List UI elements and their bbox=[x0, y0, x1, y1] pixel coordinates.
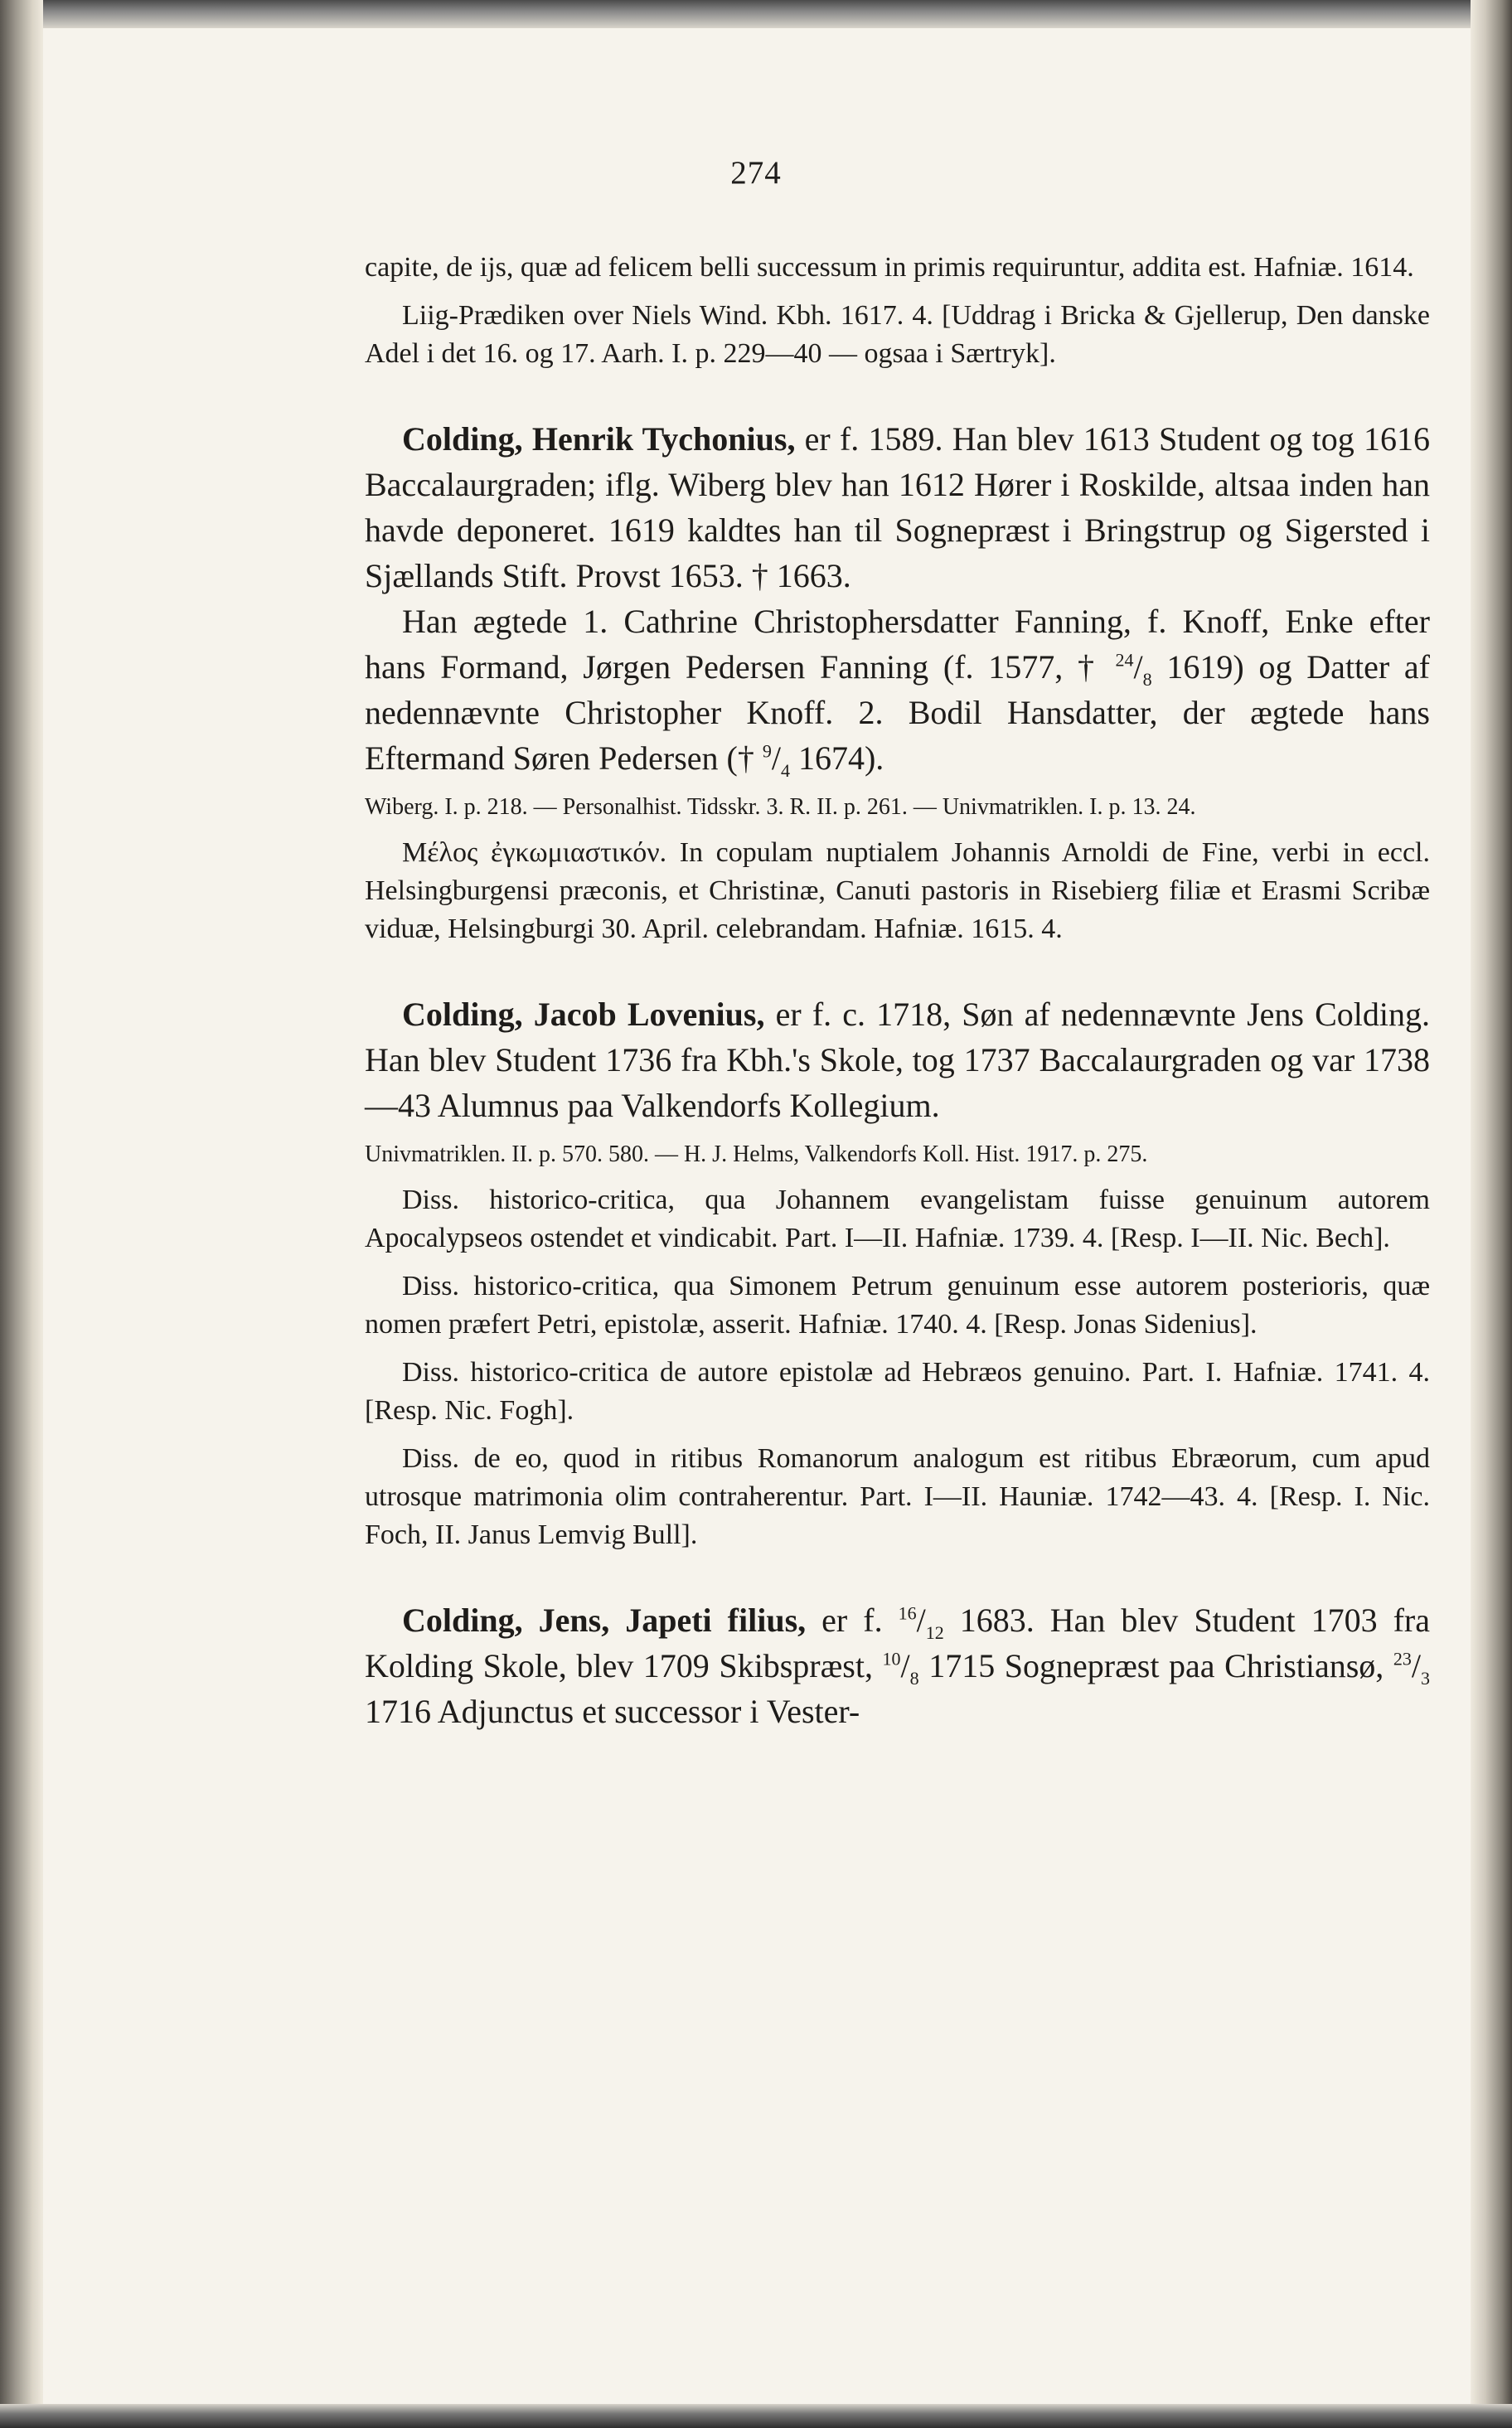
entry-henrik-tychonius bbox=[365, 416, 1430, 948]
entry-marriage: Han ægtede 1. Cathrine Christophersdatter Fanning, f. Knoff, Enke efter hans Formand, Jørgen Pedersen Fanning (f. 1577, † $^{24}/_8$ 1619) og Datter af nedennævnte Christopher Knoff. 2. Bodil Hansdatter, der ægtede hans Eftermand Søren Pedersen († $^9/_4$ 1674). bbox=[365, 603, 1430, 781]
entry-bio-text: 1716 Adjunctus et successor i Vester- bbox=[365, 1693, 860, 1730]
page-number: 274 bbox=[730, 155, 782, 191]
entry-bio-text: er f. bbox=[806, 1602, 899, 1639]
work-entry: Diss. historico-critica de autore epistolæ ad Hebræos genuino. Part. I. Hafniæ. 1741. 4. [Resp. Nic. Fogh]. bbox=[365, 1357, 1430, 1426]
scan-edge-bottom bbox=[0, 2404, 1512, 2428]
date-day: 10 bbox=[882, 1648, 901, 1670]
entry-name: Colding, Henrik Tychonius, bbox=[402, 420, 796, 458]
date-day: 24 bbox=[1115, 649, 1134, 671]
entry-jens-japeti-filius bbox=[365, 1597, 1430, 1734]
scan-edge-left bbox=[0, 0, 43, 2428]
entry-bio-text: er f. c. 1718, Søn af nedennævnte Jens Colding. Han blev Student 1736 fra Kbh.'s Skole, tog 1737 Baccalaurgraden og var 1738—43 Alumnus paa Valkendorfs Kollegium. bbox=[365, 996, 1430, 1124]
entry-bio-text: 1715 Sognepræst paa Christiansø, bbox=[918, 1647, 1393, 1684]
scan-edge-right bbox=[1471, 0, 1512, 2428]
entry-bio-text: er f. 1589. Han blev 1613 Student og tog 1616 Baccalaurgraden; iflg. Wiberg blev han 1612 Hører i Roskilde, altsaa inden han havde deponeret. 1619 kaldtes han til Sognepræst i Bringstrup og Sigersted i Sjællands Stift. Provst 1653. † 1663. bbox=[365, 420, 1430, 594]
date-month: 3 bbox=[1421, 1668, 1430, 1689]
work-entry: Μέλος ἐγκωμιαστικόν. In copulam nuptialem Johannis Arnoldi de Fine, verbi in eccl. Helsingburgensi præconis, et Christinæ, Canuti pastoris in Risebierg filiæ et Erasmi Scribæ viduæ, Helsingburgi 30. April. celebrandam. Hafniæ. 1615. 4. bbox=[365, 837, 1430, 944]
entry-bio bbox=[365, 416, 1430, 599]
entry-bio bbox=[365, 991, 1430, 1128]
work-entry: Diss. de eo, quod in ritibus Romanorum analogum est ritibus Ebræorum, cum apud utrosque matrimonia olim contraherentur. Part. I—II. Hauniæ. 1742—43. 4. [Resp. I. Nic. Foch, II. Janus Lemvig Bull]. bbox=[365, 1443, 1430, 1550]
entry-jacob-lovenius bbox=[365, 991, 1430, 1554]
marriage-text: 1619) og Datter af nedennævnte Christopher Knoff. 2. Bodil Hansdatter, der ægtede hans Eftermand Søren Pedersen († bbox=[365, 648, 1430, 777]
date-month: 4 bbox=[780, 760, 790, 781]
work-entry: Diss. historico-critica, qua Johannem evangelistam fuisse genuinum autorem Apocalypseos ostendet et vindicabit. Part. I—II. Hafniæ. 1739. 4. [Resp. I—II. Nic. Bech]. bbox=[365, 1185, 1430, 1253]
work-entry: Diss. historico-critica, qua Simonem Petrum genuinum esse autorem posterioris, quæ nomen præfert Petri, epistolæ, asserit. Hafniæ. 1740. 4. [Resp. Jonas Sidenius]. bbox=[365, 1271, 1430, 1340]
page-content bbox=[365, 249, 1430, 1734]
marriage-text: Han ægtede 1. Cathrine Christophersdatter Fanning, f. Knoff, Enke efter hans Formand, Jørgen Pedersen Fanning (f. 1577, † bbox=[365, 603, 1430, 686]
date-day: 9 bbox=[762, 740, 772, 762]
date-month: 8 bbox=[1142, 669, 1152, 690]
marriage-text: 1674). bbox=[789, 739, 884, 777]
entry-name: Colding, Jacob Lovenius, bbox=[402, 996, 765, 1033]
entry-references: Wiberg. I. p. 218. — Personalhist. Tidsskr. 3. R. II. p. 261. — Univmatriklen. I. p. 13. 24. bbox=[365, 794, 1196, 820]
date-month: 12 bbox=[925, 1622, 944, 1643]
entry-bio: Colding, Jens, Japeti filius, er f. $^{16}/_{12}$ 1683. Han blev Student 1703 fra Kolding Skole, blev 1709 Skibspræst, $^{10}/_8$ 1715 Sognepræst paa Christiansø, $^{23}/_3$ 1716 Adjunctus et successor i Vester- bbox=[365, 1602, 1430, 1730]
work-entry: Liig-Prædiken over Niels Wind. Kbh. 1617. 4. [Uddrag i Bricka & Gjellerup, Den danske Adel i det 16. og 17. Aarh. I. p. 229—40 — ogsaa i Særtryk]. bbox=[365, 300, 1430, 369]
date-month: 8 bbox=[909, 1668, 919, 1689]
scan-edge-top bbox=[0, 0, 1512, 28]
date-day: 16 bbox=[898, 1602, 917, 1624]
continued-work-line: capite, de ijs, quæ ad felicem belli successum in primis requiruntur, addita est. Hafniæ. 1614. bbox=[365, 252, 1414, 283]
entry-name: Colding, Jens, Japeti filius, bbox=[402, 1602, 807, 1639]
entry-bio-text: 1683. Han blev Student 1703 fra Kolding Skole, blev 1709 Skibspræst, bbox=[365, 1602, 1430, 1684]
entry-references: Univmatriklen. II. p. 570. 580. — H. J. Helms, Valkendorfs Koll. Hist. 1917. p. 275. bbox=[365, 1141, 1148, 1167]
date-day: 23 bbox=[1393, 1648, 1412, 1670]
